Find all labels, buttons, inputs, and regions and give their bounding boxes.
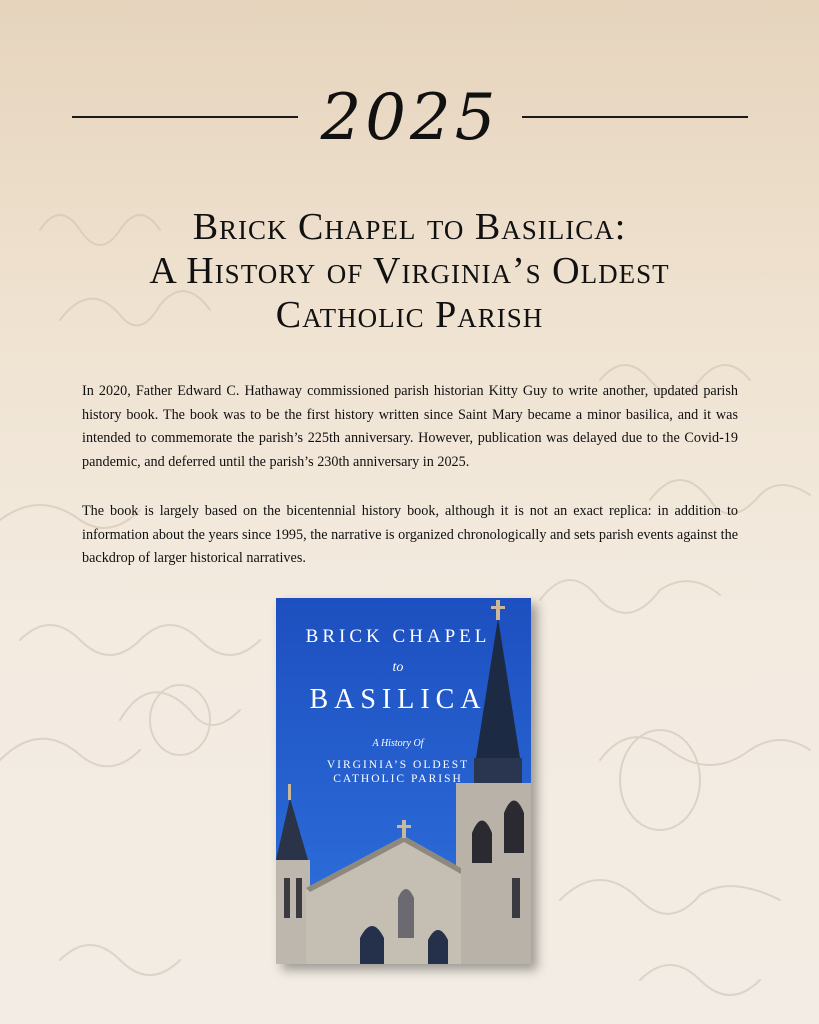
paragraph-2: The book is largely based on the bicentennial history book, although it is not an exact replica: in addition to information about the years since 1995, the narrative is organized chronologically and sets parish events against the backdrop of larger historical narratives.	[82, 503, 738, 566]
title-line-2: A History of Virginia’s Oldest	[149, 250, 670, 292]
year-heading: 2025	[320, 81, 500, 155]
paragraph-1: In 2020, Father Edward C. Hathaway commissioned parish historian Kitty Guy to write another, updated parish history book. The book was to be the first history written since Saint Mary became a minor basilica, and it was intended to commemorate the parish’s 225th anniversary. However, publication was delayed due to the Covid-19 pandemic, and deferred until the parish’s 230th anniversary in 2025.	[82, 383, 738, 470]
cover-subtitle-line-1: VIRGINIA’S OLDEST	[326, 759, 470, 771]
cover-subtitle-lines	[298, 758, 498, 786]
year-header	[0, 70, 819, 160]
cover-subtitle: A History Of	[372, 738, 424, 749]
cover-title-line-1: BRICK CHAPEL	[305, 626, 491, 647]
right-divider	[522, 116, 748, 118]
title-line-1: Brick Chapel to Basilica:	[192, 206, 627, 248]
left-divider	[72, 116, 298, 118]
book-cover-image	[276, 598, 531, 964]
cover-title-line-2: to	[392, 660, 404, 675]
cover-title-line-3: BASILICA	[309, 684, 487, 715]
title-line-3: Catholic Parish	[275, 294, 544, 336]
cover-subtitle-line-2: CATHOLIC PARISH	[333, 773, 463, 785]
page-title	[40, 205, 779, 337]
